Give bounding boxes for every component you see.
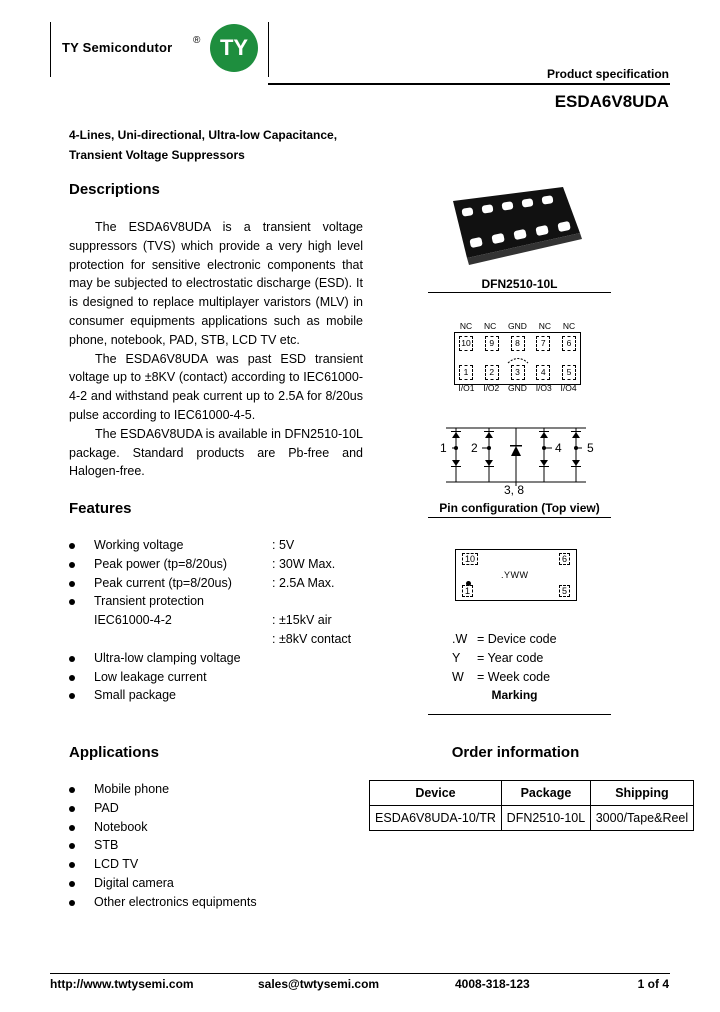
- pin-pad: 3: [511, 365, 525, 380]
- header-divider-right: [268, 22, 269, 77]
- pin-pad: 9: [485, 336, 499, 351]
- marking-pin: 5: [559, 585, 570, 597]
- schematic-pin-5: 5: [587, 441, 594, 455]
- schematic-pin-2: 2: [471, 441, 478, 455]
- pinout-caption: Pin configuration (Top view): [439, 501, 600, 515]
- header-rule: [268, 83, 670, 85]
- pin-label: NC: [538, 321, 552, 331]
- product-subtitle: [69, 125, 337, 165]
- footer-url[interactable]: http://www.twtysemi.com: [50, 977, 194, 991]
- schematic-gnd-pins: 3, 8: [504, 483, 525, 497]
- feature-item: Low leakage current: [69, 668, 369, 687]
- descriptions-text: [69, 218, 363, 481]
- marking-legend: [452, 630, 612, 687]
- order-table: [369, 780, 694, 831]
- order-package: DFN2510-10L: [501, 806, 590, 831]
- applications-heading: Applications: [69, 744, 160, 761]
- pin-pad: 7: [536, 336, 550, 351]
- feature-item: IEC61000-4-2 : ±15kV air: [94, 613, 332, 628]
- pin-pad: 5: [562, 365, 576, 380]
- application-item: Mobile phone: [69, 780, 319, 799]
- gnd-bridge-icon: [506, 356, 530, 364]
- registered-mark: ®: [193, 35, 201, 46]
- pin-pad: 4: [536, 365, 550, 380]
- pin-label: I/O3: [535, 383, 552, 393]
- footer-phone: 4008-318-123: [455, 977, 530, 991]
- schematic-pin-4: 4: [555, 441, 562, 455]
- description-paragraph: The ESDA6V8UDA is available in DFN2510-10L package. Standard products are Pb-free and Halogen-free.: [69, 426, 363, 479]
- order-header-package: Package: [501, 781, 590, 806]
- marking-box: [455, 549, 577, 601]
- order-shipping: 3000/Tape&Reel: [590, 806, 693, 831]
- pinout-top-pads: [459, 336, 576, 351]
- pin-pad: 1: [459, 365, 473, 380]
- pinout-top-labels: [454, 321, 581, 331]
- feature-item: Transient protection: [69, 592, 369, 611]
- marking-code: .YWW: [501, 570, 529, 580]
- pin-label: I/O2: [483, 383, 500, 393]
- marking-pin: 6: [559, 553, 570, 565]
- application-item: Digital camera: [69, 874, 319, 893]
- marking-caption: Marking: [491, 688, 538, 702]
- applications-list: [69, 780, 319, 912]
- application-item: Notebook: [69, 818, 319, 837]
- package-image: [445, 183, 585, 268]
- pin1-dot-icon: [466, 581, 471, 586]
- feature-item: Small package: [69, 686, 369, 705]
- schematic-pin-1: 1: [440, 441, 447, 455]
- subtitle-line-1: 4-Lines, Uni-directional, Ultra-low Capacitance,: [69, 128, 338, 142]
- features-list: [69, 536, 369, 705]
- marking-pin: 10: [462, 553, 478, 565]
- footer-rule: [50, 973, 670, 974]
- pin-label: I/O1: [458, 383, 475, 393]
- pin-pad: 10: [459, 336, 473, 351]
- pinout-bottom-labels: [454, 383, 581, 393]
- legend-row: W = Week code: [452, 670, 551, 684]
- descriptions-heading: Descriptions: [69, 181, 160, 198]
- application-item: LCD TV: [69, 855, 319, 874]
- footer-email[interactable]: sales@twtysemi.com: [258, 977, 380, 991]
- order-header-device: Device: [370, 781, 502, 806]
- application-item: STB: [69, 836, 319, 855]
- order-device: ESDA6V8UDA-10/TR: [370, 806, 502, 831]
- legend-row: .W = Device code: [452, 632, 557, 646]
- pin-pad: 8: [511, 336, 525, 351]
- application-item: Other electronics equipments: [69, 893, 319, 912]
- features-heading: Features: [69, 500, 132, 517]
- feature-item: Peak current (tp=8/20us) : 2.5A Max.: [69, 574, 369, 593]
- package-rule: [428, 292, 611, 293]
- subtitle-line-2: Transient Voltage Suppressors: [69, 148, 245, 162]
- footer-page: 1 of 4: [637, 977, 669, 991]
- pinout-diagram: [454, 320, 584, 395]
- pin-label: NC: [483, 321, 497, 331]
- doc-type: Product specification: [546, 67, 669, 81]
- pin-pad: 2: [485, 365, 499, 380]
- feature-item: Peak power (tp=8/20us) : 30W Max.: [69, 555, 369, 574]
- pin-label: GND: [508, 321, 527, 331]
- esd-schematic: [436, 420, 606, 492]
- feature-item: Ultra-low clamping voltage: [69, 649, 369, 668]
- pin-label: GND: [508, 383, 527, 393]
- header-divider-left: [50, 22, 51, 77]
- pin-pad: 6: [562, 336, 576, 351]
- description-paragraph: The ESDA6V8UDA is a transient voltage suppressors (TVS) which provide a very high level protection for sensitive electronic components that may be subjected to electrostatic discharge (ESD). It is designed to replace multiplayer varistors (MLV) in consumer equipments applications such as mobile phone, notebook, PAD, STB, LCD TV etc.: [69, 220, 363, 347]
- order-header-shipping: Shipping: [590, 781, 693, 806]
- ty-logo: TY: [210, 24, 258, 72]
- pinout-rule: [428, 517, 611, 518]
- pin-label: NC: [459, 321, 473, 331]
- description-paragraph: The ESDA6V8UDA was past ESD transient voltage up to ±8KV (contact) according to IEC61000-4-2 and withstand peak current up to 2.5A for 8/20us pulse according to IEC61000-4-5.: [69, 351, 363, 422]
- part-number: ESDA6V8UDA: [554, 92, 669, 111]
- order-row: [370, 806, 694, 831]
- pin-label: I/O4: [560, 383, 577, 393]
- order-heading: Order information: [451, 744, 580, 761]
- pinout-bottom-pads: [459, 365, 576, 380]
- order-header-row: [370, 781, 694, 806]
- legend-row: Y = Year code: [452, 651, 544, 665]
- pin-label: NC: [562, 321, 576, 331]
- feature-item: : ±8kV contact: [272, 631, 352, 646]
- marking-rule: [428, 714, 611, 715]
- feature-item: Working voltage : 5V: [69, 536, 369, 555]
- marking-pin: 1: [462, 585, 473, 597]
- package-caption: DFN2510-10L: [481, 277, 558, 291]
- company-name: TY Semicondutor: [62, 40, 173, 55]
- application-item: PAD: [69, 799, 319, 818]
